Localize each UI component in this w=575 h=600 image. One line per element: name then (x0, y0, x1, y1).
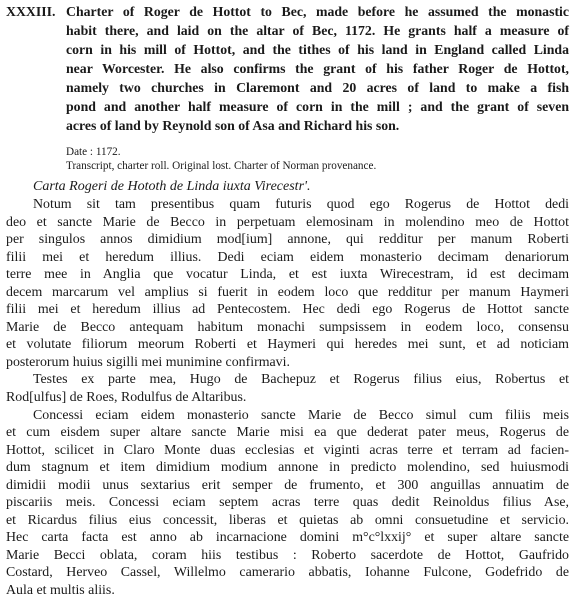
text-line: Testes ex parte mea, Hugo de Bachepuz et Rogerus filius eius, Robertus et (33, 372, 569, 388)
summary-line: acres of land by Reynold son of Asa and Richard his son. (66, 118, 400, 133)
text-line: filii mei et heredum illius ad Pentecostem. Hec dedi ego Rogerus de Hottot sancte (6, 302, 569, 318)
text-line: dimidii modii unus sextarius erit semper de frumento, et 300 anguillas annuatim de (6, 477, 569, 493)
summary-line: pond and another half measure of corn in the mill ; and the grant of seven (66, 99, 569, 114)
charter-title: Carta Rogeri de Hototh de Linda iuxta Virecestr'. (33, 179, 311, 194)
paragraph (6, 371, 569, 406)
entry-number: XXXIII. (6, 4, 56, 19)
text-line: piscariis meis. Concessi eciam septem acras terre quas dedit Reinoldus filius Ase, (6, 495, 569, 511)
summary-line: corn in his mill of Hottot, and the tithes of his land in England called Linda (66, 42, 569, 57)
text-line: Notum sit tam presentibus quam futuris quod ego Rogerus de Hottot dedi (33, 197, 569, 212)
text-line: Aula et multis aliis. (6, 583, 115, 599)
summary-line: near Worcester. He also confirms the grant of his father Roger de Hottot, (66, 61, 569, 76)
paragraph (6, 407, 569, 600)
text-line: Rod[ulfus] de Roes, Rodulfus de Altaribus. (6, 390, 247, 406)
text-line: terre mee in Anglia que vocatur Linda, et est iuxta Wirecestram, id est decimam (6, 267, 569, 283)
entry-header (6, 2, 569, 135)
text-line: filii mei et heredum illius. Dedi eciam eidem monasterio decimam denariorum (6, 249, 569, 265)
charter-text (6, 196, 569, 600)
text-line: Marie Becci oblata, coram hiis testibus : Roberto sacerdote de Hottot, Gaufrido (6, 547, 569, 563)
text-line: Costard, Herveo Cassel, Willelmo camerario abbatis, Iohanne Fulcone, Godefrido de (6, 565, 569, 581)
text-line: et volutate filiorum meorum Roberti et Haymeri qui heredes mei sunt, et ad noticiam (6, 337, 569, 353)
text-line: Hottot, scilicet in Claro Monte duas ecclesias et viginti acras terre et terram ad facien- (6, 442, 569, 458)
paragraph (6, 196, 569, 371)
text-line: deo et sancte Marie de Becco in perpetuam elemosinam in molendino meo de Hottot (6, 214, 569, 230)
text-line: et Ricardus filius eius concessit, liberas et quietas ab omni consuetudine et servicio. (6, 512, 569, 528)
text-line: et cum eisdem super altare sancte Marie misi ea que dederat pater meus, Rogerus de (6, 425, 569, 441)
text-line: per singulos annos dimidium mod[ium] annone, qui redditur per manum Roberti (6, 232, 569, 248)
summary-line: habit there, and laid on the altar of Bec, 1172. He grants half a measure of (66, 23, 569, 38)
text-line: dum stagnum et item dimidium modium annone in predicto molendino, sed huiusmodi (6, 460, 569, 476)
entry-meta (66, 145, 569, 173)
text-line: Concessi eciam eidem monasterio sancte Marie de Becco simul cum filiis meis (33, 407, 569, 423)
summary-line: namely two churches in Claremont and 20 acres of land to make a fish (66, 80, 569, 95)
text-line: posterorum huius sigilli mei munimine confirmavi. (6, 354, 290, 370)
text-line: decem marcarum vel amplius si fuerit in eodem loco que redditur per manum Haymeri (6, 284, 569, 300)
summary-line: Charter of Roger de Hottot to Bec, made before he assumed the monastic (66, 4, 569, 19)
entry-summary (66, 2, 569, 135)
date-line: Date : 1172. (66, 146, 121, 158)
text-line: Marie de Becco antequam habitum monachi sumpsissem in eodem loco, consensu (6, 319, 569, 335)
text-line: Hec carta facta est anno ab incarnacione domini m°c°lxxij° et super altare sancte (6, 530, 569, 546)
source-line: Transcript, charter roll. Original lost. Charter of Norman provenance. (66, 160, 377, 172)
